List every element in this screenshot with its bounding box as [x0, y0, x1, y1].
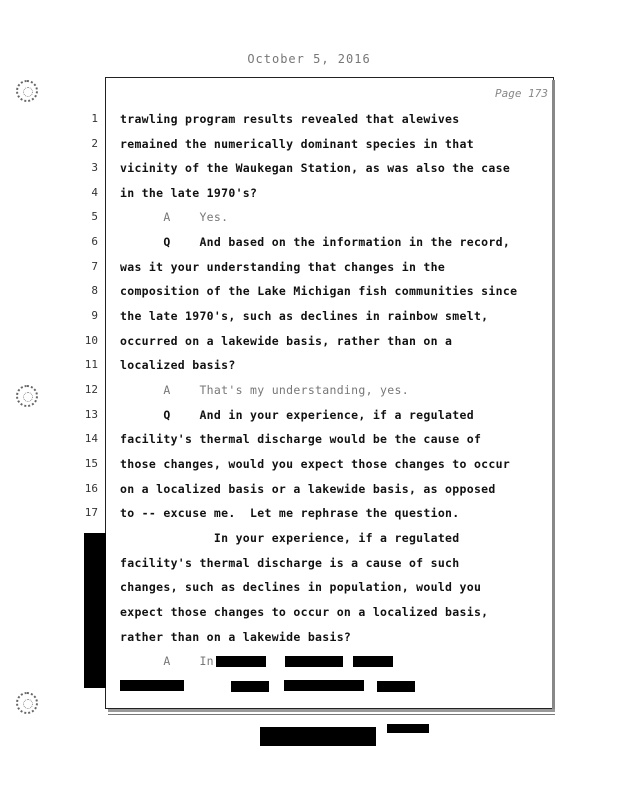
binder-hole-icon [16, 692, 38, 714]
transcript-line: Q And in your experience, if a regulated [120, 408, 474, 422]
transcript-line: A Yes. [120, 210, 229, 224]
redaction-block [353, 656, 393, 667]
footer-rule [108, 714, 555, 715]
line-number: 5 [91, 210, 98, 223]
line-number: 6 [91, 235, 98, 248]
line-number: 14 [84, 432, 98, 445]
transcript-line: on a localized basis or a lakewide basis, as opposed [120, 482, 496, 496]
transcript-line: expect those changes to occur on a localized basis, [120, 605, 489, 619]
redaction-block [387, 724, 429, 733]
line-number: 8 [91, 284, 98, 297]
line-number: 10 [84, 334, 98, 347]
redaction-block [231, 681, 269, 692]
transcript-line: composition of the Lake Michigan fish communities since [120, 284, 518, 298]
redaction-block [377, 681, 415, 692]
transcript-line: A In [120, 654, 214, 668]
page-label: Page 173 [495, 87, 548, 100]
line-number: 7 [91, 260, 98, 273]
transcript-line: rather than on a lakewide basis? [120, 630, 352, 644]
transcript-line: occurred on a lakewide basis, rather than on a [120, 334, 453, 348]
line-number: 3 [91, 161, 98, 174]
line-number: 2 [91, 137, 98, 150]
transcript-line: localized basis? [120, 358, 236, 372]
frame-shadow [552, 80, 555, 712]
header-date: October 5, 2016 [247, 52, 371, 66]
transcript-line: In your experience, if a regulated [120, 531, 460, 545]
transcript-line: vicinity of the Waukegan Station, as was also the case [120, 161, 511, 175]
redaction-block [285, 656, 343, 667]
line-number: 16 [84, 482, 98, 495]
frame-shadow [108, 709, 555, 712]
line-number: 12 [84, 383, 98, 396]
redaction-block [120, 680, 184, 691]
transcript-line: A That's my understanding, yes. [120, 383, 409, 397]
transcript-line: the late 1970's, such as declines in rainbow smelt, [120, 309, 489, 323]
line-number: 17 [84, 506, 98, 519]
transcript-line: remained the numerically dominant species in that [120, 137, 474, 151]
binder-hole-icon [16, 80, 38, 102]
redaction-block [260, 727, 376, 746]
transcript-line: was it your understanding that changes in the [120, 260, 446, 274]
transcript-line: to -- excuse me. Let me rephrase the question. [120, 506, 460, 520]
transcript-line: trawling program results revealed that alewives [120, 112, 460, 126]
line-number: 13 [84, 408, 98, 421]
transcript-line: changes, such as declines in population, would you [120, 580, 482, 594]
line-number: 1 [91, 112, 98, 125]
redaction-block [216, 656, 266, 667]
line-number: 15 [84, 457, 98, 470]
transcript-line: facility's thermal discharge is a cause of such [120, 556, 460, 570]
transcript-line: those changes, would you expect those changes to occur [120, 457, 511, 471]
line-number: 11 [84, 358, 98, 371]
redaction-block [284, 680, 364, 691]
transcript-line: Q And based on the information in the record, [120, 235, 511, 249]
transcript-line: facility's thermal discharge would be the cause of [120, 432, 482, 446]
redaction-bar [84, 533, 106, 688]
transcript-line: in the late 1970's? [120, 186, 258, 200]
line-number: 9 [91, 309, 98, 322]
binder-hole-icon [16, 385, 38, 407]
line-number: 4 [91, 186, 98, 199]
